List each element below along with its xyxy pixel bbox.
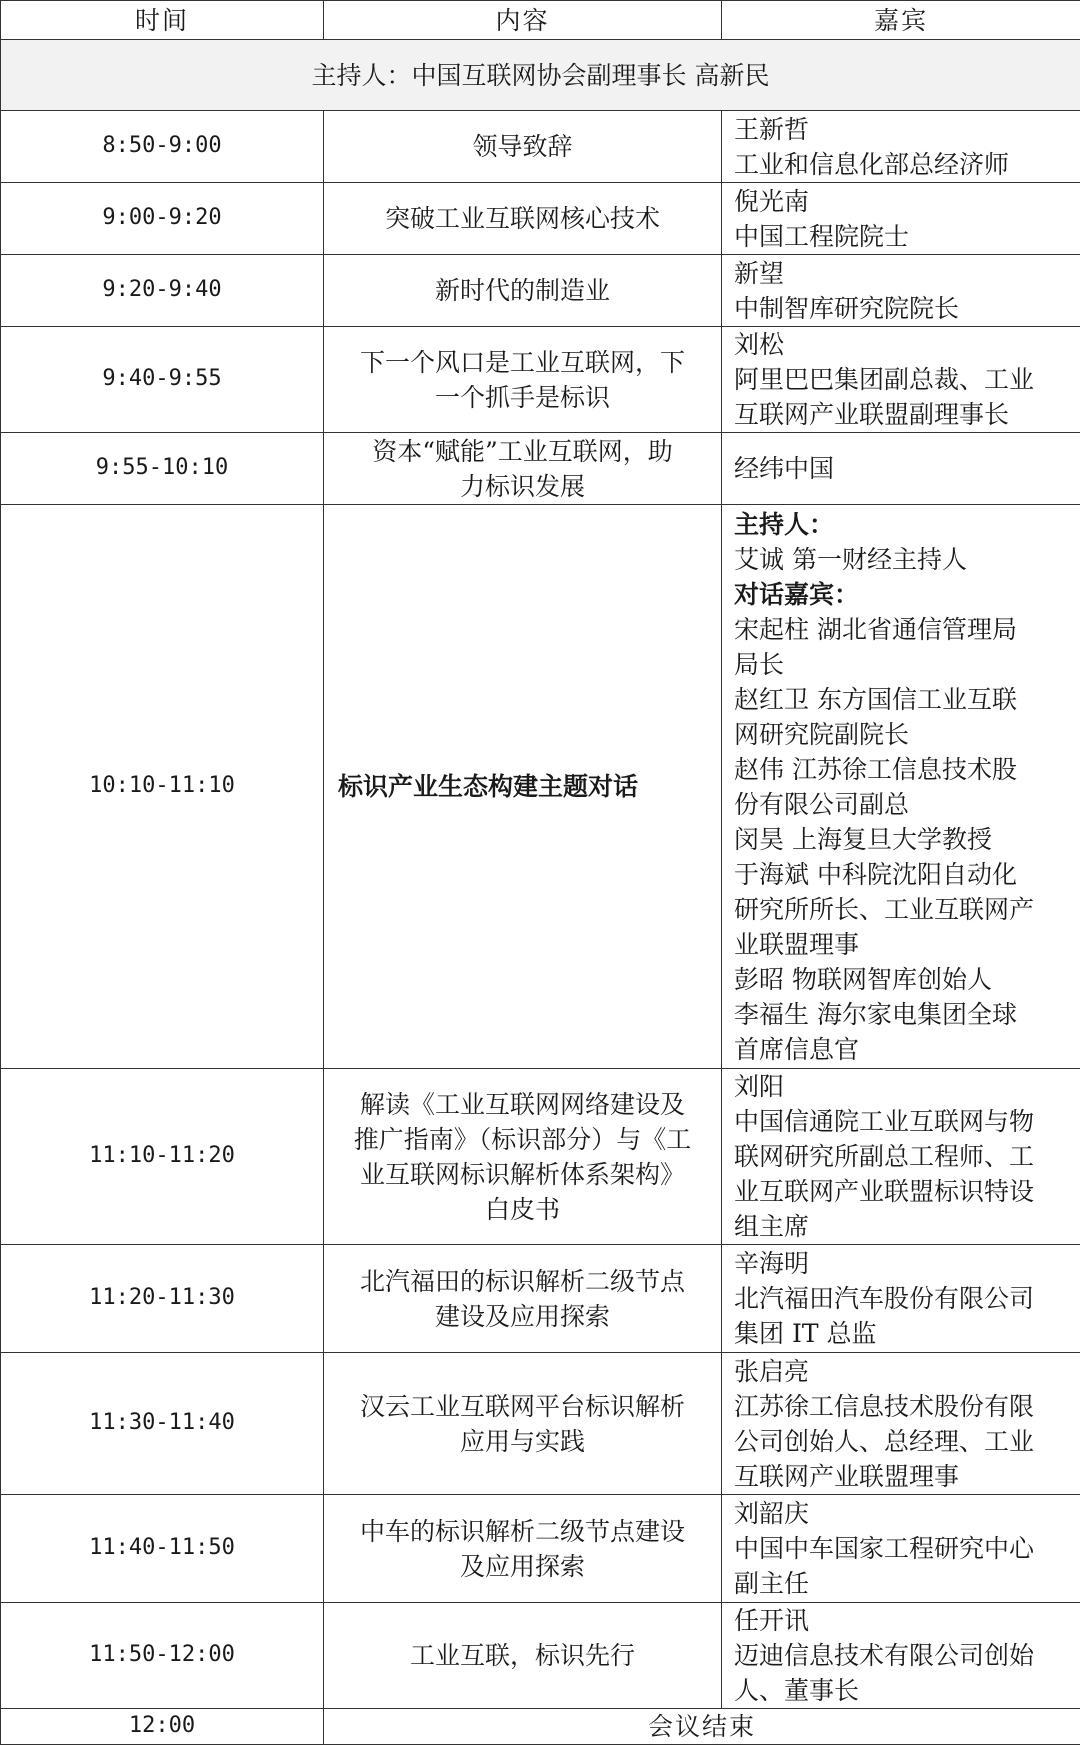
content-line: 及应用探索 <box>459 1551 585 1581</box>
time-cell: 11:30-11:40 <box>1 1353 324 1495</box>
table-row <box>1 1353 1080 1495</box>
guest-line: 北汽福田汽车股份有限公司 <box>734 1284 1035 1313</box>
table-row <box>1 1245 1080 1353</box>
end-label-cell: 会议结束 <box>324 1709 1080 1745</box>
table-row <box>1 111 1080 183</box>
table-row <box>1 183 1080 255</box>
table-row <box>1 1495 1080 1603</box>
guest-line: 副主任 <box>734 1569 810 1598</box>
content-cell <box>324 1245 722 1353</box>
table-row <box>1 327 1080 433</box>
guest-line: 中国信通院工业互联网与物 <box>734 1107 1035 1136</box>
guest-line: 张启亮 <box>734 1356 810 1386</box>
time-cell: 9:00-9:20 <box>1 183 324 255</box>
guest-line: 集团 IT 总监 <box>734 1319 877 1348</box>
guest-cell <box>722 1603 1080 1709</box>
content-cell <box>324 1353 722 1495</box>
guest-cell <box>722 1245 1080 1353</box>
time-cell: 9:20-9:40 <box>1 255 324 327</box>
time-cell: 11:50-12:00 <box>1 1603 324 1709</box>
panelists-label: 对话嘉宾： <box>734 579 860 609</box>
content-line: 推广指南》（标识部分）与《工 <box>353 1124 692 1154</box>
guest-line: 王新哲 <box>734 114 810 144</box>
content-line: 业互联网标识解析体系架构》 <box>359 1159 685 1189</box>
guest-cell <box>722 1495 1080 1603</box>
guest-line: 宋起柱 湖北省通信管理局 <box>734 614 1017 644</box>
guest-line: 于海斌 中科院沈阳自动化 <box>734 859 1017 889</box>
time-cell: 11:40-11:50 <box>1 1495 324 1603</box>
guest-line: 首席信息官 <box>734 1034 860 1064</box>
guest-line: 互联网产业联盟副理事长 <box>734 400 1010 429</box>
content-line: 下一个风口是工业互联网，下 <box>359 347 685 377</box>
content-cell: 突破工业互联网核心技术 <box>324 183 722 255</box>
content-cell <box>324 433 722 505</box>
guest-line: 闵昊 上海复旦大学教授 <box>734 824 992 854</box>
time-cell: 11:10-11:20 <box>1 1069 324 1245</box>
end-time-cell: 12:00 <box>1 1709 324 1745</box>
content-cell: 领导致辞 <box>324 111 722 183</box>
content-line: 力标识发展 <box>459 471 585 501</box>
time-cell: 9:40-9:55 <box>1 327 324 433</box>
table-row <box>1 433 1080 505</box>
guest-line: 刘松 <box>734 330 785 359</box>
content-cell <box>324 1069 722 1245</box>
content-line: 一个抓手是标识 <box>434 382 610 412</box>
guest-line: 新望 <box>734 258 785 288</box>
guest-cell <box>722 255 1080 327</box>
table-row <box>1 505 1080 1069</box>
guest-line: 中制智库研究院院长 <box>734 293 960 323</box>
header-content: 内容 <box>324 1 722 40</box>
moderator-label: 主持人： <box>734 509 835 539</box>
header-guest: 嘉宾 <box>722 1 1080 40</box>
header-row <box>1 1 1080 40</box>
guest-line: 互联网产业联盟理事 <box>734 1461 960 1491</box>
end-row <box>1 1709 1080 1745</box>
guest-line: 组主席 <box>734 1212 810 1241</box>
guest-cell <box>722 327 1080 433</box>
guest-line: 彭昭 物联网智库创始人 <box>734 964 992 994</box>
time-cell: 10:10-11:10 <box>1 505 324 1069</box>
guest-cell <box>722 183 1080 255</box>
guest-line: 公司创始人、总经理、工业 <box>734 1426 1035 1456</box>
host-cell: 主持人：中国互联网协会副理事长 高新民 <box>1 40 1080 111</box>
guest-line: 刘韶庆 <box>734 1499 810 1528</box>
guest-line: 工业和信息化部总经济师 <box>734 149 1010 179</box>
table-row <box>1 1603 1080 1709</box>
time-cell: 11:20-11:30 <box>1 1245 324 1353</box>
guest-line: 赵红卫 东方国信工业互联 <box>734 684 1017 714</box>
content-line: 北汽福田的标识解析二级节点 <box>359 1266 685 1296</box>
host-row <box>1 40 1080 111</box>
guest-line: 阿里巴巴集团副总裁、工业 <box>734 365 1035 394</box>
content-line: 白皮书 <box>484 1194 560 1224</box>
guest-line: 江苏徐工信息技术股份有限 <box>734 1391 1035 1421</box>
time-cell: 8:50-9:00 <box>1 111 324 183</box>
content-line: 资本“赋能”工业互联网，助 <box>372 436 673 466</box>
guest-line: 艾诚 第一财经主持人 <box>734 544 967 574</box>
time-cell: 9:55-10:10 <box>1 433 324 505</box>
guest-line: 刘阳 <box>734 1072 785 1101</box>
guest-line: 业互联网产业联盟标识特设 <box>734 1177 1035 1206</box>
content-line: 中车的标识解析二级节点建设 <box>359 1516 685 1546</box>
guest-cell <box>722 505 1080 1069</box>
guest-line: 赵伟 江苏徐工信息技术股 <box>734 754 1017 784</box>
content-line: 建设及应用探索 <box>434 1301 610 1331</box>
guest-cell <box>722 111 1080 183</box>
guest-line: 业联盟理事 <box>734 929 860 959</box>
guest-cell <box>722 1069 1080 1245</box>
guest-line: 中国工程院院士 <box>734 221 910 251</box>
guest-line: 迈迪信息技术有限公司创始 <box>734 1641 1035 1670</box>
content-cell: 工业互联，标识先行 <box>324 1603 722 1709</box>
guest-line: 研究所所长、工业互联网产 <box>734 894 1035 924</box>
content-cell: 标识产业生态构建主题对话 <box>324 505 722 1069</box>
guest-line: 网研究院副院长 <box>734 719 910 749</box>
guest-line: 辛海明 <box>734 1249 810 1278</box>
table-row <box>1 255 1080 327</box>
guest-line: 中国中车国家工程研究中心 <box>734 1534 1035 1563</box>
guest-line: 经纬中国 <box>734 454 835 483</box>
guest-line: 倪光南 <box>734 186 810 216</box>
content-line: 汉云工业互联网平台标识解析 <box>359 1391 685 1421</box>
header-time: 时间 <box>1 1 324 40</box>
guest-line: 份有限公司副总 <box>734 789 910 819</box>
guest-line: 李福生 海尔家电集团全球 <box>734 999 1017 1029</box>
table-row <box>1 1069 1080 1245</box>
guest-line: 任开讯 <box>734 1606 810 1635</box>
content-line: 解读《工业互联网网络建设及 <box>359 1089 685 1119</box>
guest-cell <box>722 1353 1080 1495</box>
guest-line: 联网研究所副总工程师、工 <box>734 1142 1035 1171</box>
content-cell: 新时代的制造业 <box>324 255 722 327</box>
guest-line: 人、董事长 <box>734 1676 860 1705</box>
guest-line: 局长 <box>734 649 785 679</box>
content-cell <box>324 1495 722 1603</box>
guest-cell <box>722 433 1080 505</box>
content-cell <box>324 327 722 433</box>
content-line: 应用与实践 <box>459 1426 585 1456</box>
